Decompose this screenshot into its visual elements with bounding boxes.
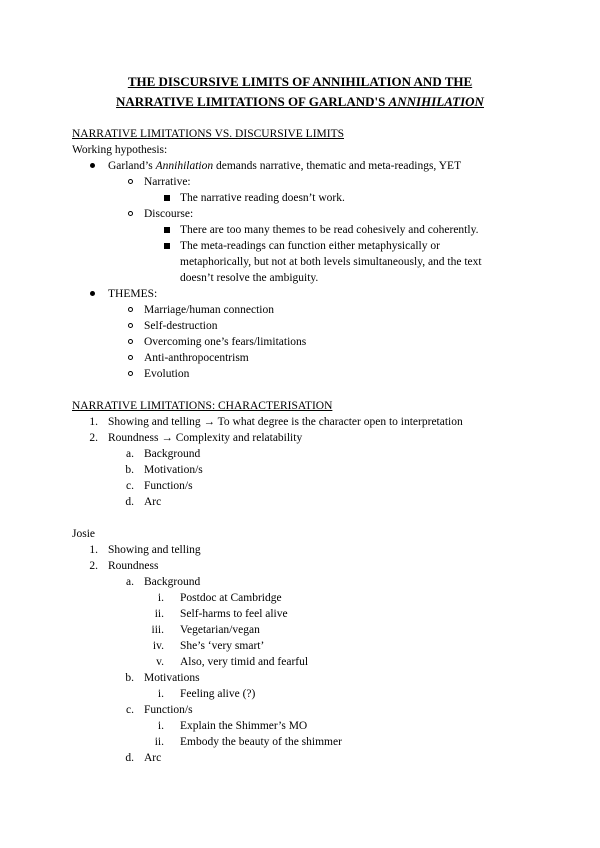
narrative-point: The narrative reading doesn’t work. [180, 192, 345, 204]
characterisation-subitem: Function/s [144, 480, 193, 492]
background-item: Vegetarian/vegan [180, 624, 260, 636]
background-item: Also, very timid and fearful [180, 656, 309, 668]
narrative-label: Narrative: [144, 176, 191, 188]
list-number: 1. [89, 416, 98, 428]
themes-label: THEMES: [108, 288, 158, 300]
background-item: She’s ‘very smart’ [180, 640, 265, 652]
bullet-square [164, 227, 170, 233]
list-roman: i. [157, 720, 164, 732]
bullet-circle [128, 371, 133, 376]
list-roman: v. [156, 656, 164, 668]
character-name-josie: Josie [72, 528, 95, 540]
josie-item: Showing and telling [108, 544, 201, 556]
bullet-circle [128, 179, 133, 184]
josie-item: Roundness [108, 560, 159, 572]
list-letter: c. [126, 704, 134, 716]
discourse-point-1: There are too many themes to be read cohesively and coherently. [180, 224, 479, 236]
list-number: 2. [89, 432, 98, 444]
theme-item: Evolution [144, 368, 190, 380]
bullet-circle [128, 355, 133, 360]
section-heading-characterisation: NARRATIVE LIMITATIONS: CHARACTERISATION [72, 400, 333, 412]
background-item: Self-harms to feel alive [180, 608, 288, 620]
theme-item: Overcoming one’s fears/limitations [144, 336, 307, 348]
josie-arc: Arc [144, 752, 162, 764]
bullet-circle [128, 307, 133, 312]
josie-background: Background [144, 576, 201, 588]
list-letter: b. [125, 464, 134, 476]
document-title [72, 72, 528, 112]
working-hypothesis-label: Working hypothesis: [72, 144, 168, 156]
bullet-circle [128, 323, 133, 328]
characterisation-item: Showing and telling → To what degree is the character open to interpretation [108, 416, 463, 428]
list-letter: c. [126, 480, 134, 492]
characterisation-subitem: Background [144, 448, 201, 460]
list-roman: ii. [154, 736, 164, 748]
title-line-2: NARRATIVE LIMITATIONS OF GARLAND'S ANNIHILATION [116, 94, 484, 109]
hypothesis-bullet: Garland’s Annihilation demands narrative, thematic and meta-readings, YET [108, 160, 462, 172]
bullet-square [164, 243, 170, 249]
characterisation-subitem: Motivation/s [144, 464, 203, 476]
josie-motivations: Motivations [144, 672, 200, 684]
background-item: Postdoc at Cambridge [180, 592, 282, 604]
characterisation-item: Roundness → Complexity and relatability [108, 432, 303, 444]
list-roman: i. [157, 688, 164, 700]
title-line-1: THE DISCURSIVE LIMITS OF ANNIHILATION AND THE [127, 74, 473, 89]
discourse-point-2-line-1: The meta-readings can function either metaphysically or [180, 240, 440, 252]
theme-item: Marriage/human connection [144, 304, 274, 316]
theme-item: Self-destruction [144, 320, 218, 332]
list-roman: ii. [154, 608, 164, 620]
characterisation-subitem: Arc [144, 496, 162, 508]
section-heading-narrative-vs-discursive: NARRATIVE LIMITATIONS VS. DISCURSIVE LIMITS [72, 128, 344, 140]
josie-functions: Function/s [144, 704, 193, 716]
list-letter: a. [126, 448, 134, 460]
list-number: 1. [89, 544, 98, 556]
function-item: Embody the beauty of the shimmer [180, 736, 342, 748]
list-letter: d. [125, 496, 134, 508]
function-item: Explain the Shimmer’s MO [180, 720, 308, 732]
discourse-point-2-line-2: metaphorically, but not at both levels simultaneously, and the text [180, 256, 482, 268]
list-letter: a. [126, 576, 134, 588]
theme-item: Anti-anthropocentrism [144, 352, 249, 364]
list-roman: i. [157, 592, 164, 604]
bullet-circle [128, 211, 133, 216]
discourse-point-2-line-3: doesn’t resolve the ambiguity. [180, 272, 319, 284]
list-letter: d. [125, 752, 134, 764]
bullet-dot [90, 163, 95, 168]
list-number: 2. [89, 560, 98, 572]
bullet-dot [90, 291, 95, 296]
motivation-item: Feeling alive (?) [180, 688, 256, 700]
list-roman: iv. [152, 640, 164, 652]
bullet-circle [128, 339, 133, 344]
bullet-square [164, 195, 170, 201]
list-roman: iii. [151, 624, 164, 636]
list-letter: b. [125, 672, 134, 684]
discourse-label: Discourse: [144, 208, 194, 220]
